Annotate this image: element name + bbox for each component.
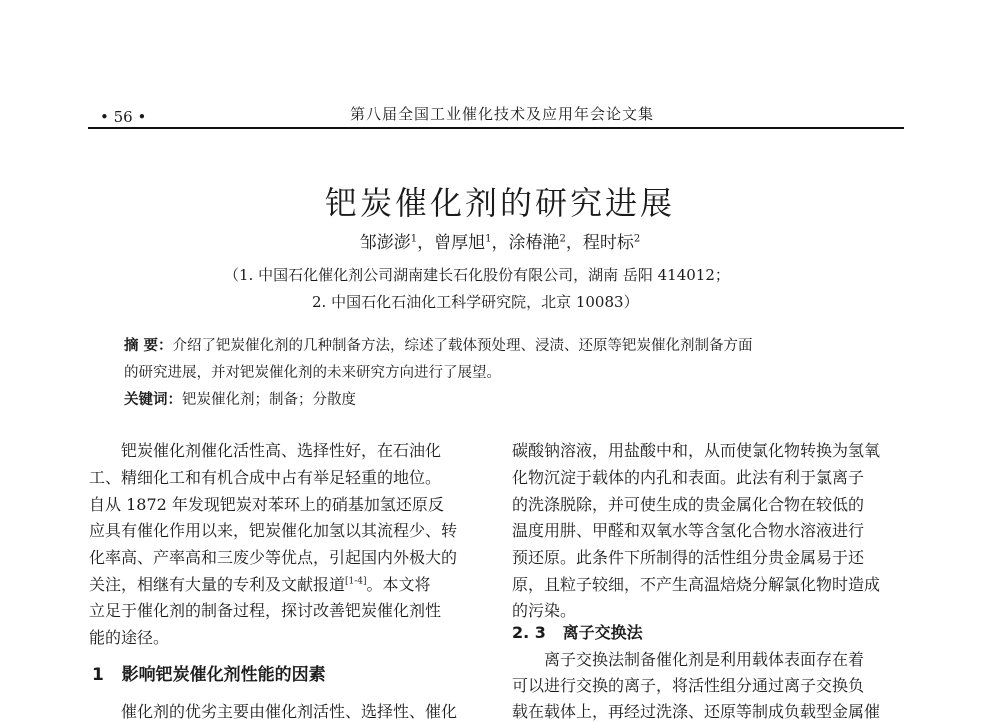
body-line: 自从 1872 年发现钯炭对苯环上的硝基加氢还原反	[89, 495, 444, 514]
affiliation-1: （1. 中国石化催化剂公司湖南建长石化股份有限公司，湖南 岳阳 414012；	[224, 266, 730, 284]
keywords-label: 关键词：	[124, 392, 182, 408]
body-line: 关注，相继有大量的专利及文献报道[1-4]。本文将	[89, 575, 431, 594]
body-line: 化物沉淀于载体的内孔和表面。此法有利于氯离子	[512, 468, 865, 487]
subsection-title: 离子交换法	[562, 623, 643, 642]
body-line: 化率高、产率高和三废少等优点，引起国内外极大的	[89, 548, 458, 567]
body-line: 的洗涤脱除，并可使生成的贵金属化合物在较低的	[512, 495, 865, 514]
section-title: 影响钯炭催化剂性能的因素	[121, 665, 326, 685]
body-line: 工、精细化工和有机合成中占有举足轻重的地位。	[89, 468, 442, 487]
author-name: 涂椿滟	[508, 233, 560, 253]
body-line: 温度用肼、甲醛和双氧水等含氢化合物水溶液进行	[512, 521, 865, 540]
body-line: 预还原。此条件下所制得的活性组分贵金属易于还	[512, 548, 865, 567]
body-line: 可以进行交换的离子，将活性组分通过离子交换负	[512, 676, 865, 695]
body-line: 应具有催化作用以来，钯炭催化加氢以其流程少、转	[89, 521, 458, 540]
body-line: 载在载体上，再经过洗涤、还原等制成负载型金属催	[512, 702, 881, 721]
keywords	[124, 388, 356, 409]
body-line: 离子交换法制备催化剂是利用载体表面存在着	[544, 650, 865, 669]
body-line: 的污染。	[512, 601, 577, 620]
abstract-line: 介绍了钯炭催化剂的几种制备方法，综述了载体预处理、浸渍、还原等钯炭催化剂制备方面	[172, 338, 753, 354]
section-heading	[92, 660, 326, 685]
body-line: 立足于催化剂的制备过程，探讨改善钯炭催化剂性	[89, 601, 442, 620]
body-line: 能的途径。	[89, 628, 170, 647]
body-line: 原，且粒子较细，不产生高温焙烧分解氯化物时造成	[512, 575, 881, 594]
abstract-line: 的研究进展，并对钯炭催化剂的未来研究方向进行了展望。	[124, 365, 501, 381]
subsection-number: 2. 3	[512, 623, 546, 642]
body-line: 催化剂的优劣主要由催化剂活性、选择性、催化	[121, 702, 458, 721]
body-line: 碳酸钠溶液，用盐酸中和，从而使氯化物转换为氢氧	[512, 441, 881, 460]
page-number: • 56 •	[100, 108, 147, 126]
author-name: 程时标	[582, 233, 634, 253]
affiliation-2: 2. 中国石化石油化工科学研究院，北京 10083）	[312, 293, 639, 311]
journal-title: 第八届全国工业催化技术及应用年会论文集	[350, 105, 655, 123]
abstract-label: 摘 要：	[124, 338, 173, 354]
header-rule	[88, 127, 904, 129]
section-number: 1	[92, 665, 104, 685]
author-name: 邹澎澎	[359, 233, 411, 253]
abstract	[124, 334, 753, 355]
keywords-text: 钯炭催化剂；制备；分散度	[182, 392, 356, 408]
subsection-heading	[512, 620, 643, 643]
citation: [1-4]	[345, 576, 367, 587]
author-name: 曾厚旭	[434, 233, 486, 253]
body-line: 钯炭催化剂催化活性高、选择性好，在石油化	[121, 441, 442, 460]
paper-title: 钯炭催化剂的研究进展	[324, 184, 675, 222]
authors: 邹澎澎$^1$，曾厚旭$^1$，涂椿滟$^2$，程时标$^2$	[359, 233, 641, 253]
